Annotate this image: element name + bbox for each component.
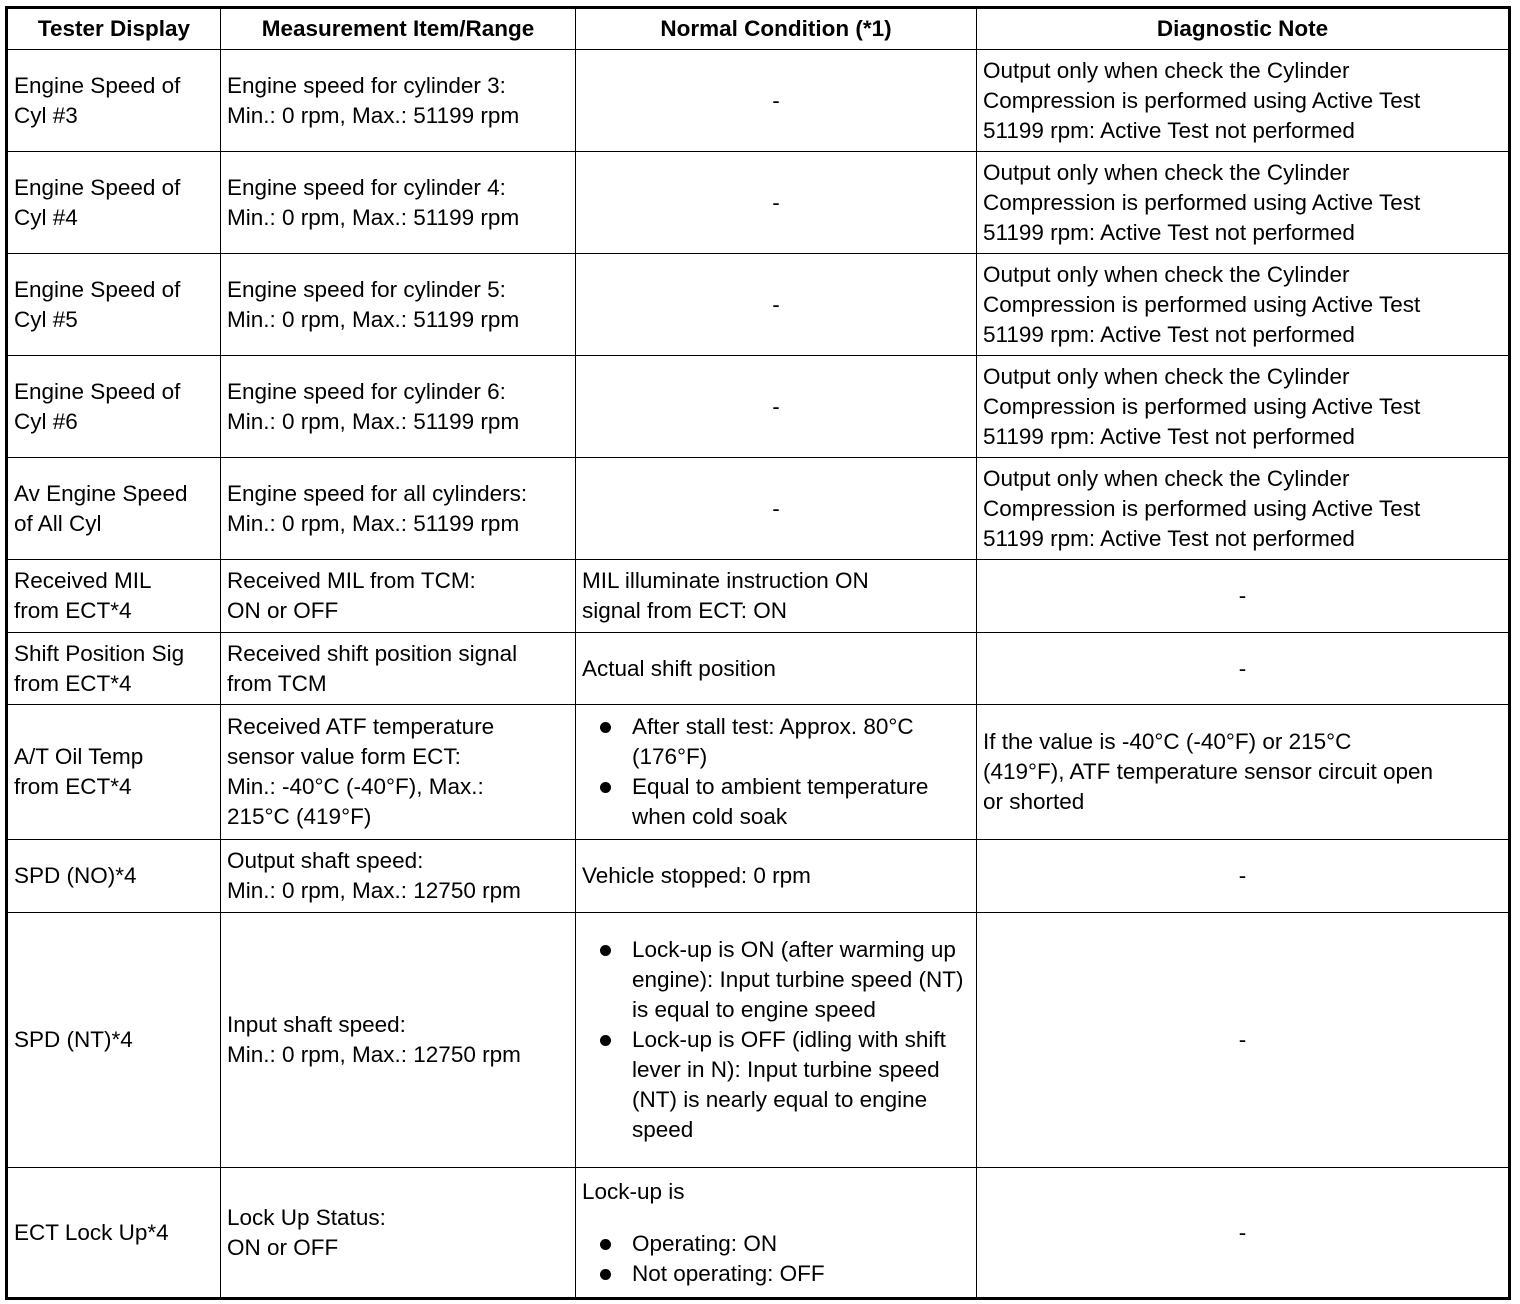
header-row bbox=[7, 8, 1510, 50]
table-row bbox=[7, 254, 1510, 356]
tester-display-cell: Engine Speed of Cyl #5 bbox=[7, 254, 221, 356]
table-row bbox=[7, 705, 1510, 840]
normal-condition-cell bbox=[576, 1168, 977, 1299]
normal-condition-cell bbox=[576, 705, 977, 840]
bullet-item: After stall test: Approx. 80°C (176°F) bbox=[582, 712, 970, 772]
diagnostic-note-cell: Output only when check the Cylinder Compression is performed using Active Test 51199 rpm: Active Test not performed bbox=[977, 152, 1510, 254]
tester-display-cell: ECT Lock Up*4 bbox=[7, 1168, 221, 1299]
table-row bbox=[7, 152, 1510, 254]
normal-condition-cell: Actual shift position bbox=[576, 633, 977, 705]
measurement-cell: Received ATF temperature sensor value form ECT: Min.: -40°C (-40°F), Max.: 215°C (419°F) bbox=[221, 705, 576, 840]
diagnostic-note-cell: - bbox=[977, 633, 1510, 705]
measurement-cell: Engine speed for all cylinders: Min.: 0 rpm, Max.: 51199 rpm bbox=[221, 458, 576, 560]
tester-display-cell: A/T Oil Temp from ECT*4 bbox=[7, 705, 221, 840]
diagnostic-note-cell: - bbox=[977, 840, 1510, 913]
data-list-table bbox=[5, 6, 1511, 1300]
measurement-cell: Received MIL from TCM: ON or OFF bbox=[221, 560, 576, 633]
tester-display-cell: SPD (NT)*4 bbox=[7, 913, 221, 1168]
measurement-cell: Engine speed for cylinder 3: Min.: 0 rpm, Max.: 51199 rpm bbox=[221, 50, 576, 152]
tester-display-cell: Engine Speed of Cyl #4 bbox=[7, 152, 221, 254]
bullet-item: Not operating: OFF bbox=[582, 1259, 970, 1289]
tester-display-cell: Engine Speed of Cyl #6 bbox=[7, 356, 221, 458]
table-row bbox=[7, 50, 1510, 152]
diagnostic-note-cell: Output only when check the Cylinder Compression is performed using Active Test 51199 rpm: Active Test not performed bbox=[977, 50, 1510, 152]
header-measurement-item: Measurement Item/Range bbox=[221, 8, 576, 50]
table-row bbox=[7, 356, 1510, 458]
bullet-item: Lock-up is ON (after warming up engine): Input turbine speed (NT) is equal to engine speed bbox=[582, 935, 970, 1025]
bullet-item: Lock-up is OFF (idling with shift lever in N): Input turbine speed (NT) is nearly equal to engine speed bbox=[582, 1025, 970, 1145]
normal-condition-cell: - bbox=[576, 356, 977, 458]
header-diagnostic-note: Diagnostic Note bbox=[977, 8, 1510, 50]
normal-condition-cell: MIL illuminate instruction ON signal from ECT: ON bbox=[576, 560, 977, 633]
bullet-item: Operating: ON bbox=[582, 1229, 970, 1259]
normal-condition-cell: Vehicle stopped: 0 rpm bbox=[576, 840, 977, 913]
measurement-cell: Output shaft speed: Min.: 0 rpm, Max.: 12750 rpm bbox=[221, 840, 576, 913]
tester-display-cell: SPD (NO)*4 bbox=[7, 840, 221, 913]
measurement-cell: Engine speed for cylinder 5: Min.: 0 rpm, Max.: 51199 rpm bbox=[221, 254, 576, 356]
diagnostic-note-cell: Output only when check the Cylinder Compression is performed using Active Test 51199 rpm: Active Test not performed bbox=[977, 458, 1510, 560]
header-tester-display: Tester Display bbox=[7, 8, 221, 50]
table-row bbox=[7, 913, 1510, 1168]
tester-display-cell: Av Engine Speed of All Cyl bbox=[7, 458, 221, 560]
measurement-cell: Received shift position signal from TCM bbox=[221, 633, 576, 705]
diagnostic-note-cell: - bbox=[977, 560, 1510, 633]
normal-condition-cell: - bbox=[576, 254, 977, 356]
table-row bbox=[7, 560, 1510, 633]
normal-condition-lead: Lock-up is bbox=[582, 1178, 685, 1204]
diagnostic-note-cell: If the value is -40°C (-40°F) or 215°C (419°F), ATF temperature sensor circuit open or shorted bbox=[977, 705, 1510, 840]
table-row bbox=[7, 633, 1510, 705]
diagnostic-note-cell: - bbox=[977, 913, 1510, 1168]
measurement-cell: Engine speed for cylinder 4: Min.: 0 rpm, Max.: 51199 rpm bbox=[221, 152, 576, 254]
tester-display-cell: Received MIL from ECT*4 bbox=[7, 560, 221, 633]
bullet-list bbox=[582, 935, 970, 1145]
normal-condition-cell: - bbox=[576, 152, 977, 254]
table-row bbox=[7, 1168, 1510, 1299]
measurement-cell: Lock Up Status: ON or OFF bbox=[221, 1168, 576, 1299]
normal-condition-cell: - bbox=[576, 50, 977, 152]
normal-condition-cell: - bbox=[576, 458, 977, 560]
bullet-list bbox=[582, 712, 970, 832]
normal-condition-cell bbox=[576, 913, 977, 1168]
bullet-list bbox=[582, 1229, 970, 1289]
table-row bbox=[7, 458, 1510, 560]
bullet-item: Equal to ambient temperature when cold soak bbox=[582, 772, 970, 832]
tester-display-cell: Shift Position Sig from ECT*4 bbox=[7, 633, 221, 705]
tester-display-cell: Engine Speed of Cyl #3 bbox=[7, 50, 221, 152]
diagnostic-note-cell: Output only when check the Cylinder Compression is performed using Active Test 51199 rpm: Active Test not performed bbox=[977, 254, 1510, 356]
diagnostic-note-cell: Output only when check the Cylinder Compression is performed using Active Test 51199 rpm: Active Test not performed bbox=[977, 356, 1510, 458]
table-row bbox=[7, 840, 1510, 913]
header-normal-condition: Normal Condition (*1) bbox=[576, 8, 977, 50]
diagnostic-note-cell: - bbox=[977, 1168, 1510, 1299]
measurement-cell: Engine speed for cylinder 6: Min.: 0 rpm, Max.: 51199 rpm bbox=[221, 356, 576, 458]
measurement-cell: Input shaft speed: Min.: 0 rpm, Max.: 12750 rpm bbox=[221, 913, 576, 1168]
